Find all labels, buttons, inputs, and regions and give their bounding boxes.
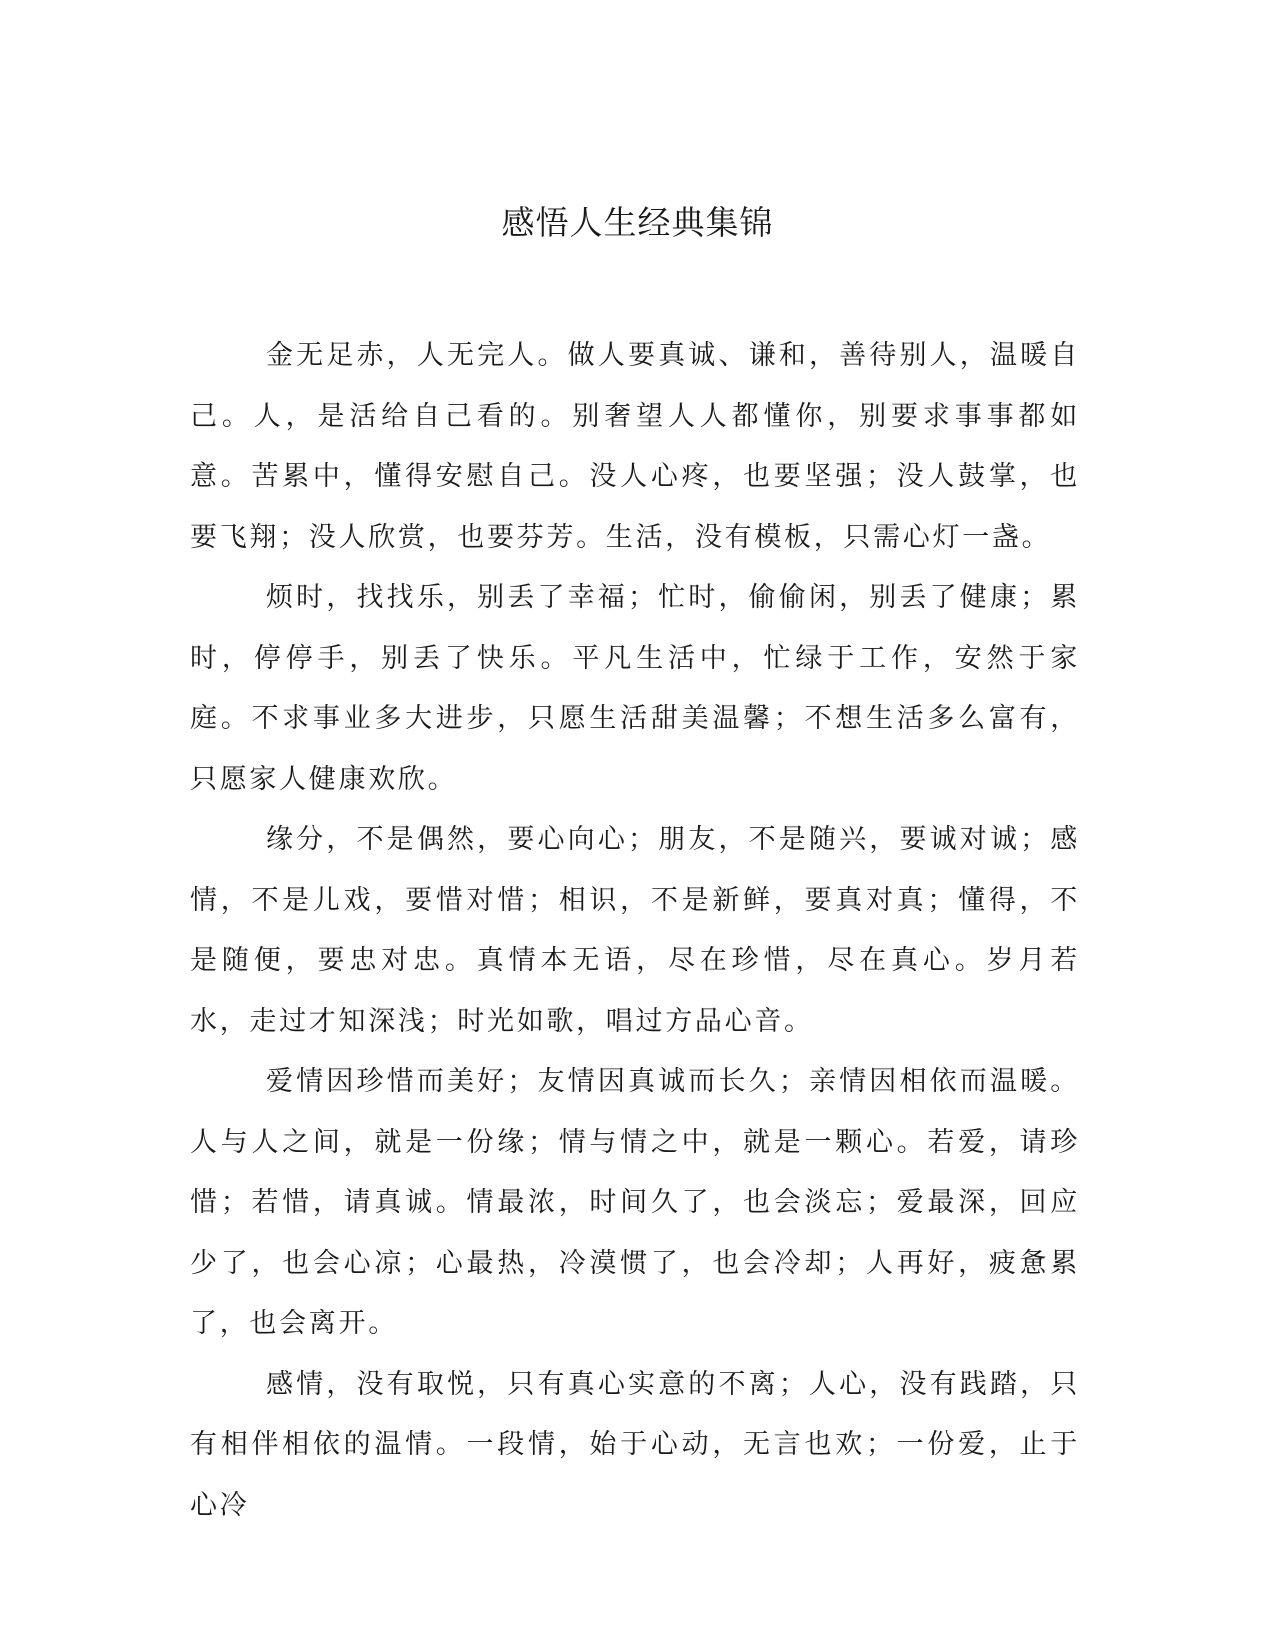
document-body [190,326,1080,1536]
paragraph-1: 金无足赤，人无完人。做人要真诚、谦和，善待别人，温暖自己。人，是活给自己看的。别奢望人人都懂你，别要求事事都如意。苦累中，懂得安慰自己。没人心疼，也要坚强；没人鼓掌，也要飞翔；没人欣赏，也要芬芳。生活，没有模板，只需心灯一盏。 [190,340,1080,553]
paragraph-2: 烦时，找找乐，别丢了幸福；忙时，偷偷闲，别丢了健康；累时，停停手，别丢了快乐。平凡生活中，忙绿于工作，安然于家庭。不求事业多大进步，只愿生活甜美温馨；不想生活多么富有，只愿家人健康欢欣。 [190,582,1080,795]
paragraph-5: 感情，没有取悦，只有真心实意的不离；人心，没有践踏，只有相伴相依的温情。一段情，始于心动，无言也欢；一份爱，止于心冷 [190,1368,1080,1521]
document-title: 感悟人生经典集锦 [501,203,774,242]
paragraph-4: 爱情因珍惜而美好；友情因真诚而长久；亲情因相依而温暖。人与人之间，就是一份缘；情与情之中，就是一颗心。若爱，请珍惜；若惜，请真诚。情最浓，时间久了，也会淡忘；爱最深，回应少了，也会心凉；心最热，冷漠惯了，也会冷却；人再好，疲惫累了，也会离开。 [190,1066,1080,1339]
paragraph-3: 缘分，不是偶然，要心向心；朋友，不是随兴，要诚对诚；感情，不是儿戏，要惜对惜；相识，不是新鲜，要真对真；懂得，不是随便，要忠对忠。真情本无语，尽在珍惜，尽在真心。岁月若水，走过才知深浅；时光如歌，唱过方品心音。 [190,824,1080,1037]
